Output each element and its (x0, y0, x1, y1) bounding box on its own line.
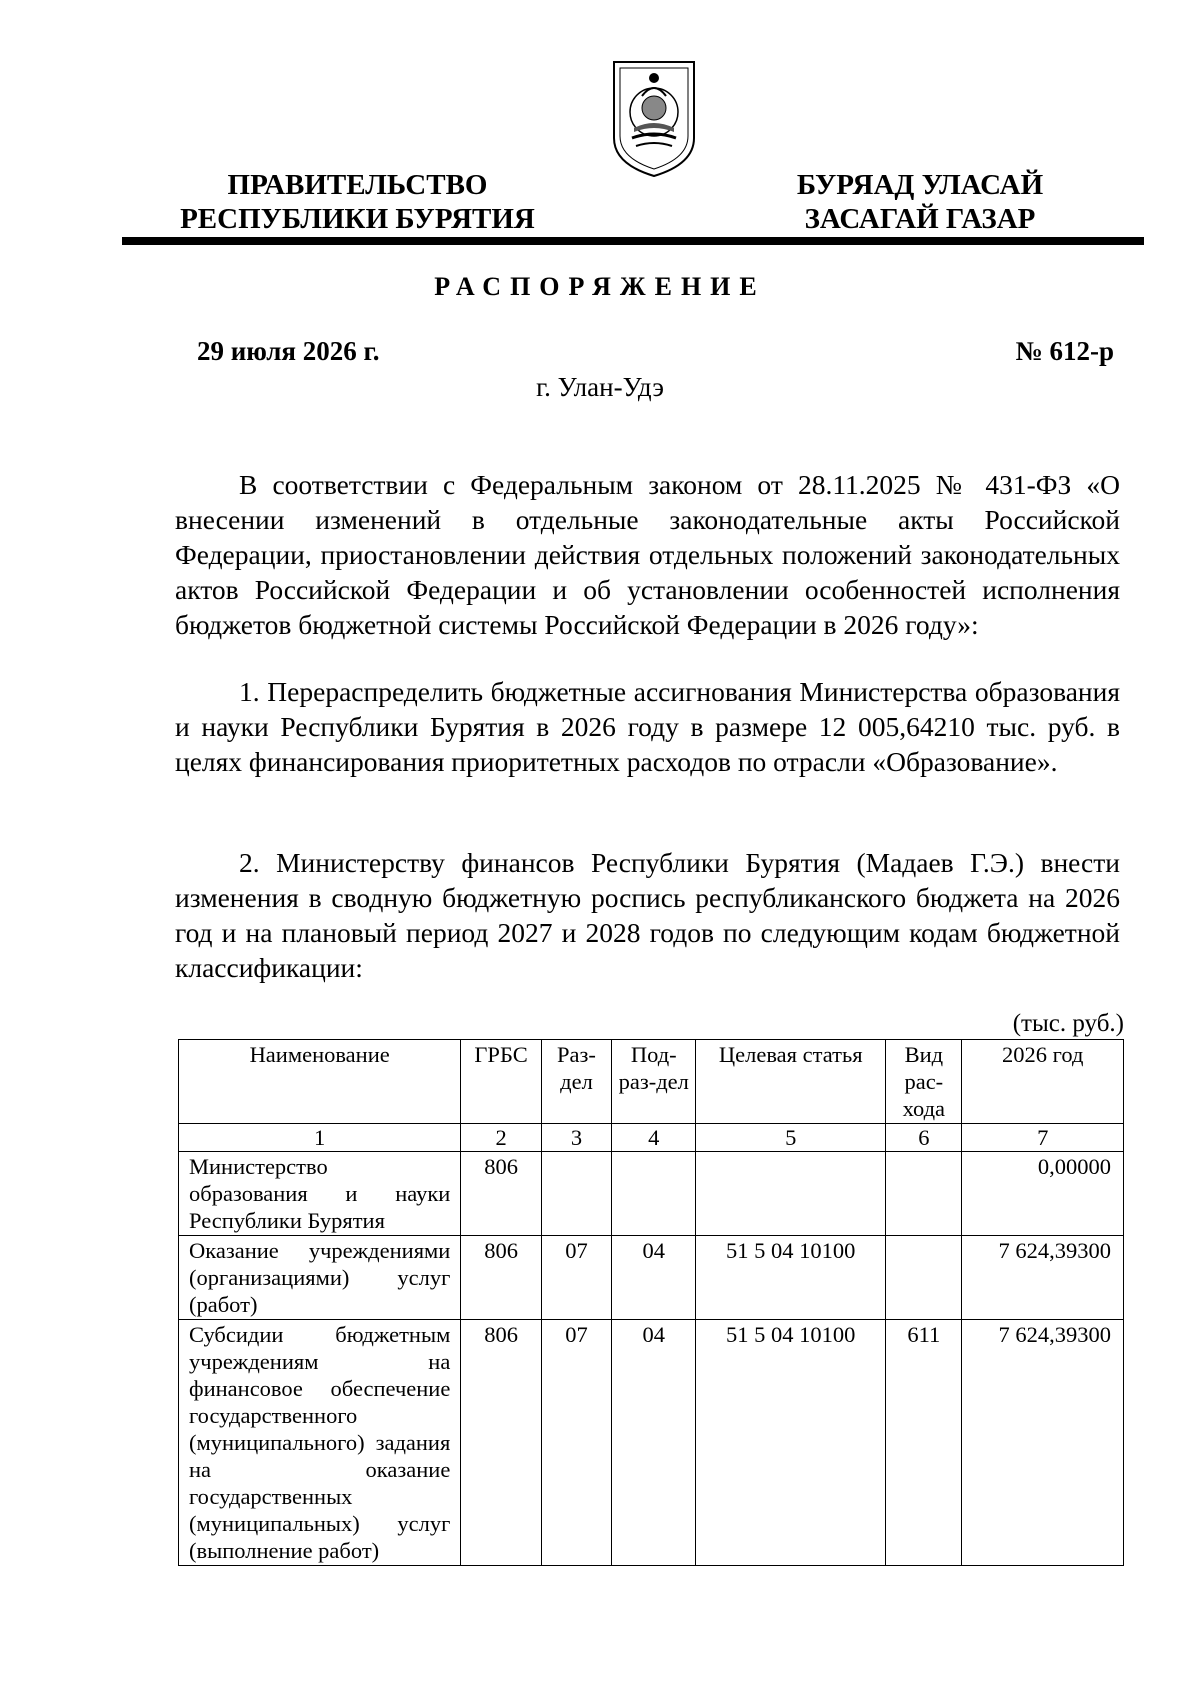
header-divider (122, 237, 1144, 245)
row-expense-type: 611 (886, 1320, 962, 1566)
row-name: Министерство образования и науки Республики Бурятия (179, 1152, 461, 1236)
header-name: Наименование (179, 1040, 461, 1124)
row-amount: 0,00000 (962, 1152, 1124, 1236)
row-section (541, 1152, 611, 1236)
row-grbs: 806 (461, 1236, 541, 1320)
government-name-ru-line2: РЕСПУБЛИКИ БУРЯТИЯ (180, 203, 535, 235)
paragraph-intro: В соответствии с Федеральным законом от 28.11.2025 № 431-ФЗ «О внесении изменений в отдельные законодательные акты Российской Федерации, приостановлении действия отдельных положений законодательных актов Российской Федерации и об установлении особенностей исполнения бюджетов бюджетной системы Российской Федерации в 2026 году»: (175, 469, 1120, 640)
row-amount: 7 624,39300 (962, 1236, 1124, 1320)
header-expense-type: Вид рас-хода (886, 1040, 962, 1124)
column-number: 3 (541, 1124, 611, 1152)
paragraph-item-2: 2. Министерству финансов Республики Бурятия (Мадаев Г.Э.) внести изменения в сводную бюджетную роспись республиканского бюджета на 2026 год и на плановый период 2027 и 2028 годов по следующим кодам бюджетной классификации: (175, 847, 1120, 983)
government-name-ru-line1: ПРАВИТЕЛЬСТВО (227, 169, 488, 201)
row-grbs: 806 (461, 1320, 541, 1566)
document-date: 29 июля 2026 г. (197, 336, 380, 366)
table-header-row (179, 1040, 1124, 1124)
row-target-item: 51 5 04 10100 (696, 1320, 886, 1566)
column-number: 4 (612, 1124, 696, 1152)
column-number: 5 (696, 1124, 886, 1152)
coat-of-arms-icon (606, 52, 702, 180)
row-subsection: 04 (612, 1320, 696, 1566)
row-amount: 7 624,39300 (962, 1320, 1124, 1566)
column-number: 6 (886, 1124, 962, 1152)
government-name-bua-line2: ЗАСАГАЙ ГАЗАР (804, 203, 1036, 235)
row-section: 07 (541, 1236, 611, 1320)
header-year: 2026 год (962, 1040, 1124, 1124)
row-name: Оказание учреждениями (организациями) услуг (работ) (179, 1236, 461, 1320)
row-name: Субсидии бюджетным учреждениям на финансовое обеспечение государственного (муниципального) задания на оказание государственных (муниципальных) услуг (выполнение работ) (179, 1320, 461, 1566)
paragraph-item-1: 1. Перераспределить бюджетные ассигнования Министерства образования и науки Республики Бурятия в 2026 году в размере 12 005,64210 тыс. руб. в целях финансирования приоритетных расходов по отрасли «Образование». (175, 676, 1120, 777)
column-number: 7 (962, 1124, 1124, 1152)
row-target-item (696, 1152, 886, 1236)
budget-table (178, 1039, 1124, 1566)
table-row (179, 1320, 1124, 1566)
header-grbs: ГРБС (461, 1040, 541, 1124)
header-subsection: Под-раз-дел (612, 1040, 696, 1124)
document-city: г. Улан-Удэ (536, 372, 664, 402)
row-target-item: 51 5 04 10100 (696, 1236, 886, 1320)
document-type: РАСПОРЯЖЕНИЕ (434, 272, 766, 301)
government-name-bua (770, 168, 1070, 236)
header-target-item: Целевая статья (696, 1040, 886, 1124)
document-number: № 612-р (1015, 336, 1114, 366)
column-number: 2 (461, 1124, 541, 1152)
row-section: 07 (541, 1320, 611, 1566)
government-name-ru (165, 168, 550, 236)
table-row (179, 1152, 1124, 1236)
table-row (179, 1236, 1124, 1320)
table-unit: (тыс. руб.) (1012, 1010, 1124, 1037)
row-subsection: 04 (612, 1236, 696, 1320)
row-expense-type (886, 1236, 962, 1320)
header-section: Раз-дел (541, 1040, 611, 1124)
row-expense-type (886, 1152, 962, 1236)
column-number: 1 (179, 1124, 461, 1152)
government-name-bua-line1: БУРЯАД УЛАСАЙ (796, 169, 1044, 201)
row-subsection (612, 1152, 696, 1236)
table-column-numbers-row (179, 1124, 1124, 1152)
row-grbs: 806 (461, 1152, 541, 1236)
